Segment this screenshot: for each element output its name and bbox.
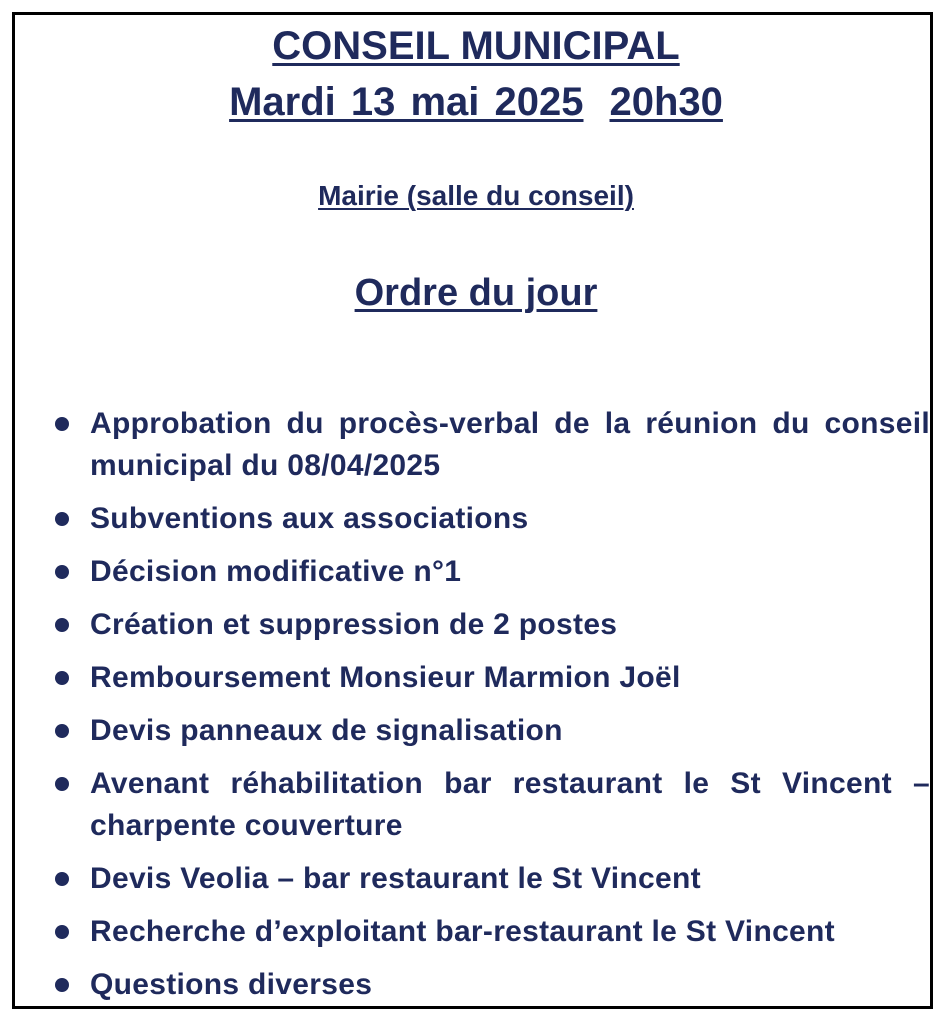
agenda-item-text: Création et suppression de 2 postes xyxy=(90,608,618,641)
agenda-item-text: Subventions aux associations xyxy=(90,502,529,535)
agenda-item-text: Approbation du procès-verbal de la réunion du conseil municipal du 08/04/2025 xyxy=(90,407,930,482)
bullet-icon xyxy=(55,925,69,939)
meeting-date: Mardi 13 mai 2025 xyxy=(229,80,584,124)
agenda-item-text: Remboursement Monsieur Marmion Joël xyxy=(90,661,681,694)
agenda-item-text: Devis panneaux de signalisation xyxy=(90,714,563,747)
agenda-item xyxy=(52,911,930,953)
meeting-location: Mairie (salle du conseil) xyxy=(318,180,634,211)
agenda-item-text: Recherche d’exploitant bar-restaurant le St Vincent xyxy=(90,915,835,948)
agenda-item-text: Avenant réhabilitation bar restaurant le St Vincent – charpente couverture xyxy=(90,767,930,842)
agenda-item xyxy=(52,498,930,540)
bullet-icon xyxy=(55,671,69,685)
meeting-time: 20h30 xyxy=(609,80,723,124)
agenda-item-text: Questions diverses xyxy=(90,968,373,1001)
agenda-item xyxy=(52,403,930,487)
agenda-item xyxy=(52,551,930,593)
agenda-item xyxy=(52,964,930,1006)
bullet-icon xyxy=(55,512,69,526)
agenda-item xyxy=(52,710,930,752)
bullet-icon xyxy=(55,565,69,579)
agenda-item xyxy=(52,604,930,646)
agenda-item-text: Devis Veolia – bar restaurant le St Vincent xyxy=(90,862,701,895)
bullet-icon xyxy=(55,777,69,791)
bullet-icon xyxy=(55,872,69,886)
bullet-icon xyxy=(55,978,69,992)
meeting-datetime xyxy=(0,80,952,125)
agenda-list xyxy=(52,403,930,1017)
bullet-icon xyxy=(55,618,69,632)
agenda-heading: Ordre du jour xyxy=(354,272,598,314)
agenda-item xyxy=(52,858,930,900)
agenda-item xyxy=(52,763,930,847)
bullet-icon xyxy=(55,724,69,738)
bullet-icon xyxy=(55,417,69,431)
agenda-item xyxy=(52,657,930,699)
agenda-item-text: Décision modificative n°1 xyxy=(90,555,462,588)
notice-title: CONSEIL MUNICIPAL xyxy=(272,24,680,68)
